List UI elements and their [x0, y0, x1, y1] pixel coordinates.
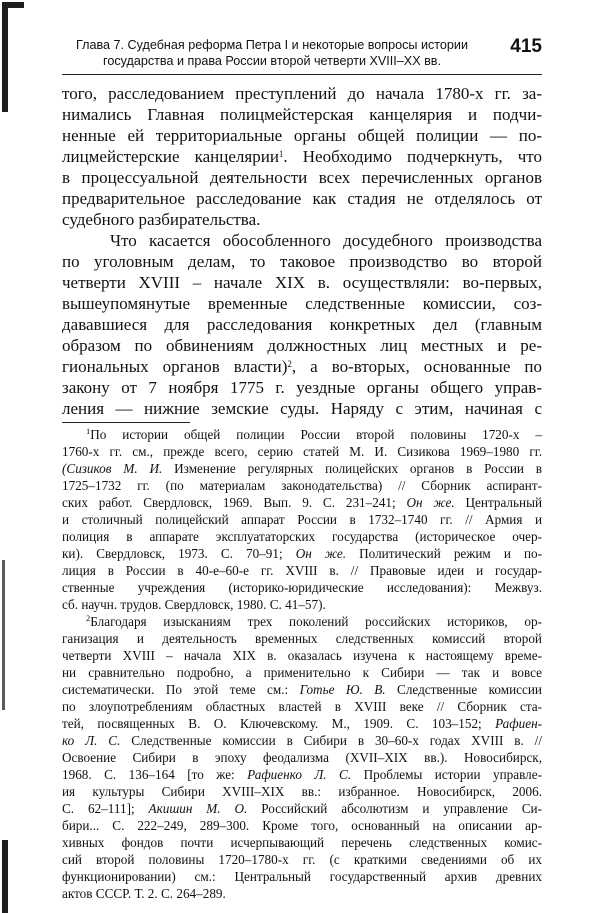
running-head-line: Глава 7. Судебная реформа Петра I и некоторые вопросы истории	[76, 38, 468, 52]
footnote-line	[62, 732, 542, 749]
footnote-line: актов СССР. Т. 2. С. 264–289.	[62, 886, 226, 901]
body-line: предварительное расследование как стадия не отделялось от	[62, 189, 542, 208]
body-text-run: гиональных органов власти)	[62, 357, 288, 376]
footnote-text-run: Следственные комиссии	[385, 682, 542, 697]
footnote-text-run: Проблемы истории управле-	[351, 767, 542, 782]
footnote-line: четверти XVIII – начала XIX в. оказалась изучена к настоящему време-	[62, 648, 542, 663]
footnote-author: Он же.	[395, 495, 455, 510]
body-line: дававшиеся для расследования конкретных дел (главным	[62, 315, 542, 334]
body-line: в процессуальной деятельности всех перечисленных органов	[62, 168, 542, 187]
footnote-author: ко Л. С.	[62, 733, 121, 748]
footnote-text-run: систематически. По этой теме см.:	[62, 682, 289, 697]
footnote-line	[62, 800, 542, 817]
scan-artifact	[2, 840, 8, 913]
scan-artifact	[2, 2, 8, 112]
footnote-author: Рафиенко Л. С.	[234, 767, 352, 782]
page-number: 415	[510, 36, 542, 57]
footnote-line	[86, 613, 542, 630]
footnote-line: полиция в аппарате эксплуататорских государства (историческое очер-	[62, 529, 542, 544]
footnote-line	[62, 494, 542, 511]
footnote-line: сб. научн. трудов. Свердловск, 1980. С. 41–57).	[62, 597, 326, 612]
footnote-line: и столичный полицейский аппарат России в 1732–1740 гг. // Армия и	[62, 512, 542, 527]
footnote-line: по злоупотреблениям областных властей в XVIII веке // Сборник ста-	[62, 699, 542, 714]
footnote-line: Освоение Сибири в эпоху феодализма (XVII–XIX вв.). Новосибирск,	[62, 750, 542, 765]
footnote-text-run: Центральный	[454, 495, 542, 510]
footnote-text-run: Российский абсолютизм и управление Си-	[247, 801, 543, 816]
footnote-line: ни сравнительно подробно, а применительно к Сибири — так и вовсе	[62, 665, 542, 680]
footnote-line: 1725–1732 гг. (по материалам законодательства) // Сборник аспирант-	[62, 478, 542, 493]
body-text-run: лицмейстерские канцелярии	[62, 147, 279, 166]
body-line: образом по обвинениям должностных лиц местных и ре-	[62, 336, 542, 355]
footnote-text-run: С. 62–111];	[62, 801, 135, 816]
footnote-line: 1760-х гг. см., прежде всего, серию статей М. И. Сизикова 1969–1980 гг.	[62, 444, 542, 459]
footnote-line	[62, 766, 542, 783]
body-line: судебного разбирательства.	[62, 210, 261, 229]
footnote-line: функционировании) см.: Центральный государственный архив древних	[62, 869, 542, 884]
body-line: Что касается обособленного досудебного производства	[110, 231, 542, 250]
footnote-line	[62, 715, 542, 732]
footnote-line	[62, 545, 542, 562]
body-line: ненные ей территориальные органы общей полиции — по-	[62, 126, 542, 145]
body-line: четверти XVIII – начале XIX в. осуществляли: во-первых,	[62, 273, 542, 292]
footnote-line: ганизация и деятельность временных следственных комиссий второй	[62, 631, 542, 646]
footnote-text-run: ки). Свердловск, 1973. С. 70–91;	[62, 546, 283, 561]
footnote-text-run: ских работ. Свердловск, 1969. Вып. 9. С. 231–241;	[62, 495, 396, 510]
footnote-text-run: Благодаря изысканиям трех поколений российских историков, ор-	[90, 614, 542, 629]
body-line: нимались Главная полицмейстерская канцелярия и подчи-	[62, 105, 542, 124]
footnote-line	[62, 460, 542, 477]
footnote-marker: 1	[86, 426, 91, 436]
footnote-text-run: Политический режим и по-	[346, 546, 543, 561]
footnote-line: сий второй половины 1720–1780-х гг. (с краткими сведениями об их	[62, 852, 542, 867]
footnote-text-run: По истории общей полиции России второй половины 1720-х –	[90, 427, 542, 442]
body-text-run: . Необходимо подчеркнуть, что	[283, 147, 542, 166]
footnote-line: ственные учреждения (историко-юридические исследования): Межвуз.	[62, 580, 542, 595]
scan-artifact	[2, 560, 5, 710]
footnote-text-run: тей, посвященных В. О. Ключевскому. М., 1909. С. 103–152;	[62, 716, 482, 731]
footnote-separator	[62, 422, 190, 423]
body-text-run: , а во-вторых, основанные по	[291, 357, 542, 376]
body-line: того, расследованием преступлений до начала 1780-х гг. за-	[62, 84, 542, 103]
footnote-author: Рафиен-	[481, 716, 543, 731]
body-line	[62, 356, 542, 377]
footnote-ref: 1	[278, 149, 284, 159]
footnote-text-run: 1968. С. 136–164 [то же:	[62, 767, 235, 782]
footnote-text-run: Изменение регулярных полицейских органов в России в	[162, 461, 543, 476]
running-head	[62, 37, 482, 69]
body-line: по уголовным делам, то таковое производство во второй	[62, 252, 542, 271]
footnote-line	[86, 426, 542, 443]
footnote-author: Он же.	[282, 546, 347, 561]
body-line: ления — нижние земские суды. Наряду с этим, начиная с	[62, 399, 542, 418]
body-line: закону от 7 ноября 1775 г. уездные органы общего управ-	[62, 378, 542, 397]
footnote-author: Готье Ю. В.	[288, 682, 386, 697]
footnote-ref: 2	[287, 359, 292, 369]
footnote-text-run: Следственные комиссии в Сибири в 30–60-х годах XVIII в. //	[120, 733, 542, 748]
footnote-line: ия культуры Сибири XVIII–XIX вв.: избранное. Новосибирск, 2006.	[62, 784, 542, 799]
body-line: вышеупомянутые временные следственные комиссии, соз-	[62, 294, 542, 313]
running-head-line: государства и права России второй четверти XVIII–XX вв.	[103, 54, 441, 68]
body-line	[62, 146, 542, 167]
footnote-line: бири... С. 222–249, 289–300. Кроме того, основанный на описании ар-	[62, 818, 542, 833]
footnote-line: хивных фондов почти исчерпывающий перечень следственных комис-	[62, 835, 542, 850]
footnote-author: Акишин М. О.	[134, 801, 248, 816]
page-header	[62, 36, 542, 75]
footnote-marker: 2	[86, 613, 91, 623]
footnote-line: лиция в России в 40-е–60-е гг. XVIII в. // Правовые идеи и государ-	[62, 563, 542, 578]
footnote-author: (Сизиков М. И.	[62, 461, 163, 476]
footnote-line	[62, 681, 542, 698]
